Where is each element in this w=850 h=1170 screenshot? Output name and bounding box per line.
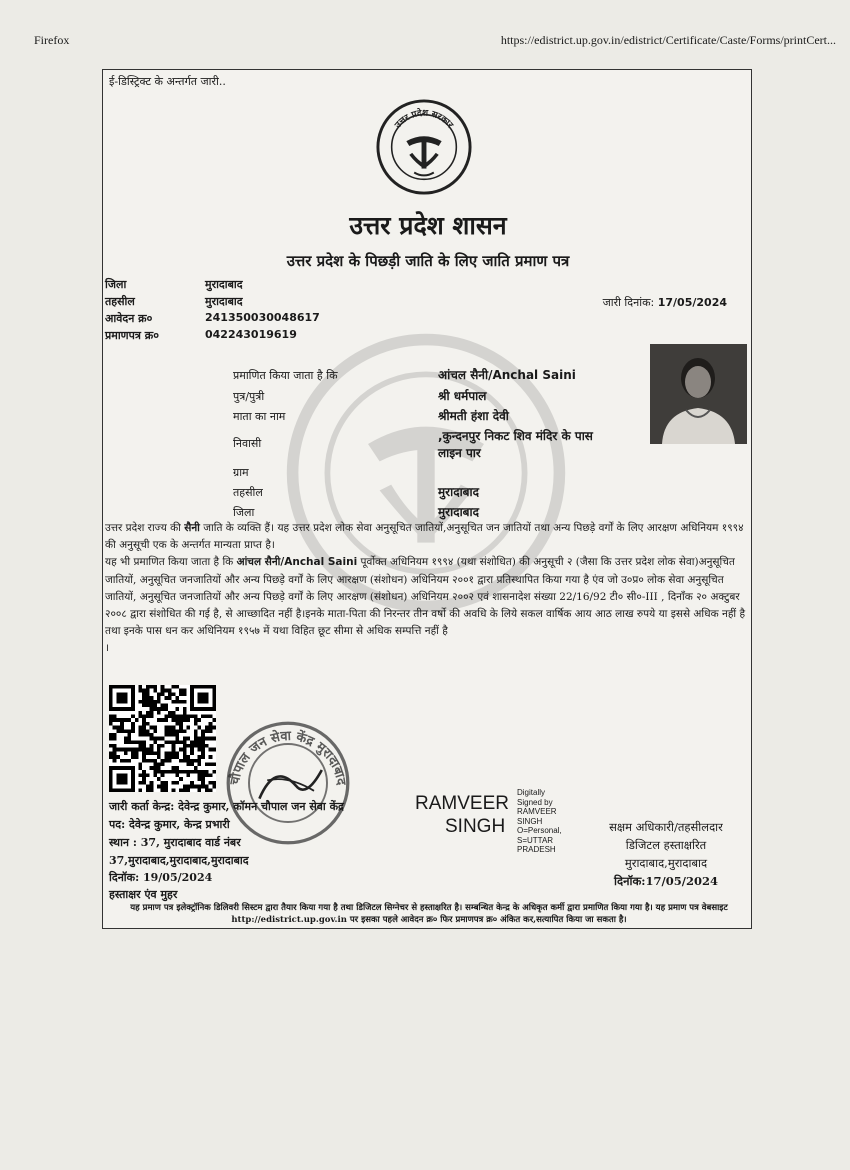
browser-url: https://edistrict.up.gov.in/edistrict/Certificate/Caste/Forms/printCert... [500, 33, 836, 47]
meta-label-district: जिला [105, 278, 127, 291]
meta-label-tehsil: तहसील [105, 295, 135, 308]
paragraph-1-rest: जाति के व्यक्ति हैं। यह उत्तर प्रदेश लोक सेवा अनुसूचित जातियों,अनुसूचित जन जातियों तथा अन्य पिछड़े वर्गों के लिए आरक्षण अधिनियम १९९४ की अनुसूची एक के अन्तर्गत मान्यता प्राप्त है। [105, 522, 744, 552]
svg-text:उत्तर प्रदेश सरकार: उत्तर प्रदेश सरकार [393, 108, 455, 131]
detail-value-name: आंचल सैनी/Anchal Saini [438, 368, 576, 382]
detail-value-father: श्री धर्मपाल [438, 389, 487, 403]
applicant-photo [650, 344, 747, 444]
detail-value-address-2: लाइन पार [438, 446, 481, 460]
digital-signature-details [517, 788, 562, 855]
browser-app-label: Firefox [34, 33, 70, 47]
officer-date: दिनॉक:17/05/2024 [614, 874, 718, 888]
caste-certificate [102, 69, 752, 929]
meta-label-certificate-no: प्रमाणपत्र क्र० [105, 329, 159, 342]
officer-digital-signed: डिजिटल हस्ताक्षरित [625, 838, 707, 852]
caste-name: सैनी [184, 522, 200, 534]
paragraph-end-mark: । [105, 642, 109, 655]
meta-value-tehsil: मुरादाबाद [205, 295, 243, 308]
officer-title: सक्षम अधिकारी/तहसीलदार [609, 820, 723, 834]
issue-date-value: 17/05/2024 [657, 296, 727, 309]
digital-meta-line: SINGH [517, 816, 543, 826]
issuer-date: दिनॉक: 19/05/2024 [109, 871, 213, 884]
digital-signer-first-name: RAMVEER [415, 793, 509, 814]
issuer-center: जारी कर्ता केन्द्र: देवेन्द्र कुमार, कॉमन चौपाल जन सेवा केंद्र [109, 800, 344, 813]
issue-date [603, 295, 727, 310]
digital-meta-line: S=UTTAR [517, 835, 554, 845]
detail-label-mother: माता का नाम [233, 410, 286, 423]
government-title: उत्तर प्रदेश शासन [349, 211, 507, 240]
paragraph-1-start: उत्तर प्रदेश राज्य की [105, 522, 185, 534]
digital-signer-last-name: SINGH [445, 816, 506, 837]
meta-value-application-no: 241350030048617 [205, 311, 320, 324]
detail-value-tehsil: मुरादाबाद [438, 485, 480, 499]
digital-meta-line: Signed by [517, 797, 553, 807]
center-stamp-icon [223, 718, 353, 848]
svg-text:चौपाल जन सेवा केंद्र मुरादाबाद: चौपाल जन सेवा केंद्र मुरादाबाद [227, 728, 349, 787]
meta-label-application-no: आवेदन क्र० [105, 312, 153, 325]
digital-meta-line: O=Personal, [517, 826, 562, 835]
detail-label-resident: निवासी [233, 437, 262, 450]
detail-label-child-of: पुत्र/पुत्री [233, 390, 265, 403]
detail-label-tehsil: तहसील [233, 486, 263, 499]
certificate-subtitle: उत्तर प्रदेश के पिछड़ी जाति के लिए जाति प्रमाण पत्र [286, 252, 570, 270]
issuer-signature-label: हस्ताक्षर एंव मुहर [109, 888, 178, 901]
issue-date-label: जारी दिनांक: [602, 296, 655, 309]
detail-label-certify: प्रमाणित किया जाता है कि [233, 369, 338, 382]
officer-location: मुरादाबाद,मुरादाबाद [624, 856, 708, 870]
paragraph-2-rest: पूर्वोक्त अधिनियम १९९४ (यथा संशोधित) की अनुसूची २ (जैसा कि उत्तर प्रदेश लोक सेवा)अनुसूचित जातियों, अनुसूचित जनजातियों और अन्य पिछड़े वर्गों के लिए आरक्षण (संशोधन) अधिनियम २००१ द्वारा प्रतिस्थापित किया गया है एंव जो उ०प्र० लोक सेवा अनुसूचित जातियों, अनुसूचित जनजातियों और अन्य पिछड़े वर्गों के लिए आरक्षण (संशोधन) अधिनियम २००२ एवं शासनादेश संख्या 22/16/92 टी० सी०-III , दिनाँक २० अक्टुबर २००८ द्वारा संशोधित की गई है, से आच्छादित नहीं है।इनके माता-पिता की निरन्तर तीन वर्षो की अवधि के लिये सकल वार्षिक आय आठ लाख रुपये या इससे अधिक नहीं है तथा इनके पास धन कर अधिनियम १९५७ में यथा विहित छूट सीमा से अधिक सम्पत्ति नहीं है [105, 556, 746, 638]
qr-code-icon [109, 685, 216, 792]
paragraph-2 [105, 554, 749, 640]
paragraph-2-name: आंचल सैनी/Anchal Saini [236, 556, 358, 569]
issuer-address: 37,मुरादाबाद,मुरादाबाद,मुरादाबाद [109, 854, 249, 867]
detail-value-mother: श्रीमती हंशा देवी [438, 409, 509, 423]
detail-label-district: जिला [233, 506, 255, 519]
up-government-emblem-icon [375, 98, 473, 196]
paragraph-2-start: यह भी प्रमाणित किया जाता है कि [105, 556, 237, 569]
detail-value-address-1: ,कुन्दनपुर निकट शिव मंदिर के पास [438, 429, 593, 443]
digital-meta-line: Digitally [517, 788, 546, 797]
detail-value-district: मुरादाबाद [438, 505, 480, 519]
issuer-designation: पद: देवेन्द्र कुमार, केन्द्र प्रभारी [109, 818, 230, 831]
digital-meta-line: RAMVEER [517, 807, 557, 816]
issued-under-note: ई-डिस्ट्रिक्ट के अन्तर्गत जारी.. [109, 75, 226, 88]
digital-meta-line: PRADESH [517, 845, 556, 854]
meta-value-district: मुरादाबाद [205, 278, 243, 291]
detail-label-village: ग्राम [233, 466, 249, 479]
applicant-photo-icon [650, 344, 747, 444]
paragraph-1 [105, 520, 749, 554]
certificate-body [105, 520, 749, 658]
meta-value-certificate-no: 042243019619 [205, 328, 297, 341]
issuer-location: स्थान : 37, मुरादाबाद वार्ड नंबर [109, 836, 241, 849]
footer-note: यह प्रमाण पत्र इलेक्ट्रॉनिक डिलिवरी सिस्टम द्वारा तैयार किया गया है तथा डिजिटल सिग्नेचर से हस्ताक्षरित है। सम्बन्धित केन्द्र के अधिकृत कर्मी द्वारा प्रमाणित किया गया है। यह प्रमाण पत्र वेबसाइट http://edistrict.up.gov.in पर इसका पहले आवेदन क्र० फिर प्रमाणपत्र क्र० अंकित कर,सत्यापित किया जा सकता है। [130, 903, 728, 925]
